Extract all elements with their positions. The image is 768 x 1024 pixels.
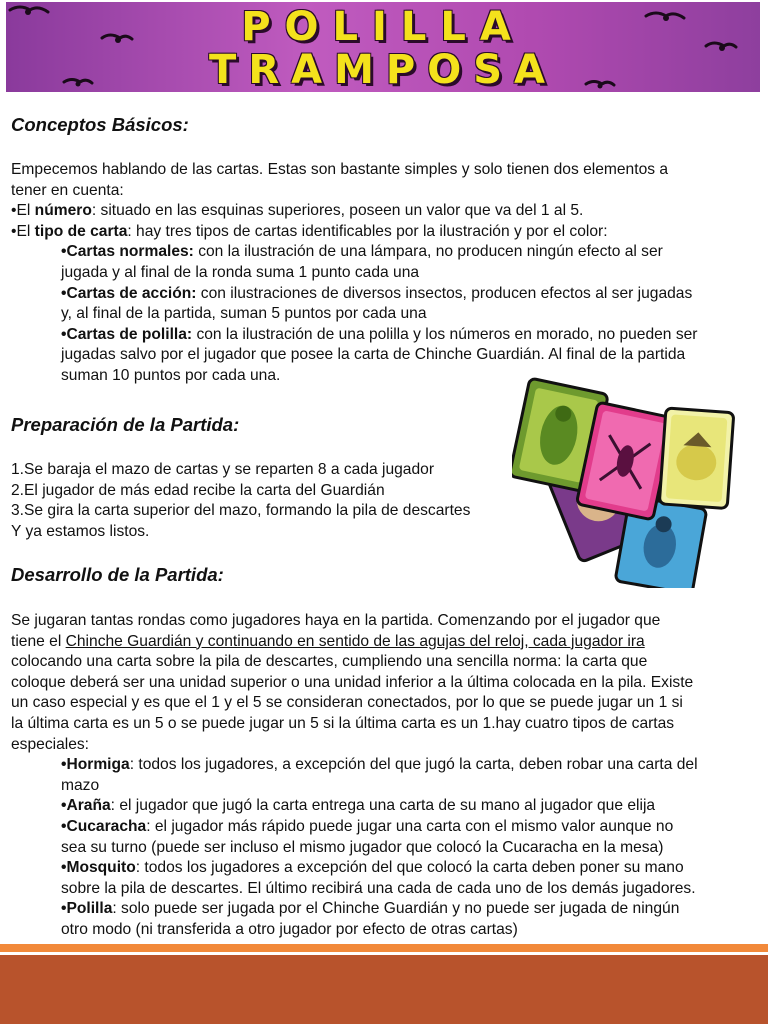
- banner-title-line-1: POLILLA: [241, 4, 525, 50]
- mosquito-text-1: : todos los jugadores a excepción del que colocó la carta deben poner su mano: [135, 859, 684, 877]
- intro-line-2: tener en cuenta:: [11, 181, 124, 199]
- basic-concepts-heading: Conceptos Básicos:: [11, 114, 189, 135]
- tipo-item: [11, 222, 761, 243]
- dev-line-1: Se jugaran tantas rondas como jugadores haya en la partida. Comenzando por el jugador que: [11, 612, 661, 629]
- arana-text: : el jugador que jugó la carta entrega una carta de su mano al jugador que elija: [110, 797, 656, 815]
- preparation-steps: [11, 460, 511, 542]
- mosquito-item: [11, 858, 761, 879]
- normales-term: •Cartas normales:: [61, 243, 194, 261]
- polilla-rule-text-2: otro modo (ni transferida a otro jugador por efecto de otras cartas): [61, 920, 518, 938]
- game-cards-illustration: [512, 374, 744, 588]
- normales-item: [11, 242, 761, 263]
- footer-bar: [0, 955, 768, 1024]
- mosquito-term: •Mosquito: [61, 859, 136, 877]
- numero-item: [11, 201, 761, 222]
- basic-concepts-body: [11, 160, 761, 387]
- dev-line-5: un caso especial y es que el 1 y el 5 se consideran conectados, por lo que se puede jugar un 1 si: [11, 694, 683, 712]
- normales-text-1: con la ilustración de una lámpara, no producen ningún efecto al ser: [193, 243, 663, 261]
- cucaracha-item: [11, 817, 761, 838]
- hormiga-text-1: : todos los jugadores, a excepción del que jugó la carta, deben robar una carta del: [129, 756, 698, 774]
- normales-text-2: jugada y al final de la ronda suma 1 punto cada una: [61, 263, 420, 281]
- title-banner: [6, 2, 760, 92]
- dev-line-2-start: tiene el: [11, 632, 66, 650]
- polilla-text-2: jugadas salvo por el jugador que posee la carta de Chinche Guardián. Al final de la partida: [61, 346, 686, 364]
- dev-line-6: la última carta es un 5 o se puede jugar un 5 si la última carta es un 1.hay cuatro tipos de cartas: [11, 714, 675, 732]
- mosquito-text-2: sobre la pila de descartes. El último recibirá una cada de cada uno de los demás jugadores.: [61, 879, 696, 897]
- cucaracha-text-1: : el jugador más rápido puede jugar una carta con el mismo valor aunque no: [146, 817, 674, 835]
- tipo-bullet: •El: [11, 222, 35, 240]
- prep-step-3: 3.Se gira la carta superior del mazo, formando la pila de descartes: [11, 502, 471, 520]
- numero-term: número: [34, 202, 92, 220]
- prep-step-1: 1.Se baraja el mazo de cartas y se reparten 8 a cada jugador: [11, 461, 435, 478]
- polilla-rule-text-1: : solo puede ser jugada por el Chinche Guardián y no puede ser jugada de ningún: [112, 900, 680, 918]
- prep-ready: Y ya estamos listos.: [11, 522, 150, 540]
- banner-title-line-2: TRAMPOSA: [209, 47, 557, 92]
- dev-line-2: [11, 632, 761, 653]
- prep-step-2: 2.El jugador de más edad recibe la carta del Guardián: [11, 481, 385, 499]
- polilla-text-1: con la ilustración de una polilla y los números en morado, no pueden ser: [192, 325, 698, 343]
- accion-text-1: con ilustraciones de diversos insectos, producen efectos al ser jugadas: [196, 284, 693, 302]
- polilla-text-3: suman 10 puntos por cada una.: [61, 366, 281, 384]
- polilla-item: [11, 325, 761, 346]
- polilla-rule-item: [11, 899, 761, 920]
- intro-line-1: Empecemos hablando de las cartas. Estas son bastante simples y solo tienen dos elementos a: [11, 161, 669, 178]
- arana-term: •Araña: [61, 797, 111, 815]
- accion-term: •Cartas de acción:: [61, 284, 197, 302]
- hormiga-term: •Hormiga: [61, 756, 130, 774]
- polilla-rule-term: •Polilla: [61, 900, 113, 918]
- dev-line-3: colocando una carta sobre la pila de descartes, cumpliendo una sencilla norma: la carta que: [11, 653, 648, 671]
- tipo-term: tipo de carta: [34, 222, 128, 240]
- arana-item: [11, 796, 761, 817]
- numero-text: : situado en las esquinas superiores, poseen un valor que va del 1 al 5.: [91, 202, 584, 220]
- hormiga-text-2: mazo: [61, 776, 100, 794]
- tipo-text: : hay tres tipos de cartas identificables por la ilustración y por el color:: [127, 222, 608, 240]
- hormiga-item: [11, 755, 761, 776]
- dev-line-7: especiales:: [11, 735, 90, 753]
- dev-line-2-underlined: Chinche Guardián y continuando en sentido de las agujas del reloj, cada jugador ira: [65, 632, 645, 650]
- footer-accent-line: [0, 944, 768, 952]
- numero-bullet: •El: [11, 202, 35, 220]
- polilla-cards-term: •Cartas de polilla:: [61, 325, 193, 343]
- dev-line-4: coloque deberá ser una unidad superior o una unidad inferior a la última colocada en la pila. Existe: [11, 673, 694, 691]
- cucaracha-text-2: sea su turno (puede ser incluso el mismo jugador que colocó la Cucaracha en la mesa): [61, 838, 664, 856]
- accion-item: [11, 284, 761, 305]
- development-heading: Desarrollo de la Partida:: [11, 564, 224, 585]
- cucaracha-term: •Cucaracha: [61, 817, 147, 835]
- development-body: [11, 611, 761, 941]
- accion-text-2: y, al final de la partida, suman 5 puntos por cada una: [61, 305, 427, 323]
- preparation-heading: Preparación de la Partida:: [11, 414, 240, 435]
